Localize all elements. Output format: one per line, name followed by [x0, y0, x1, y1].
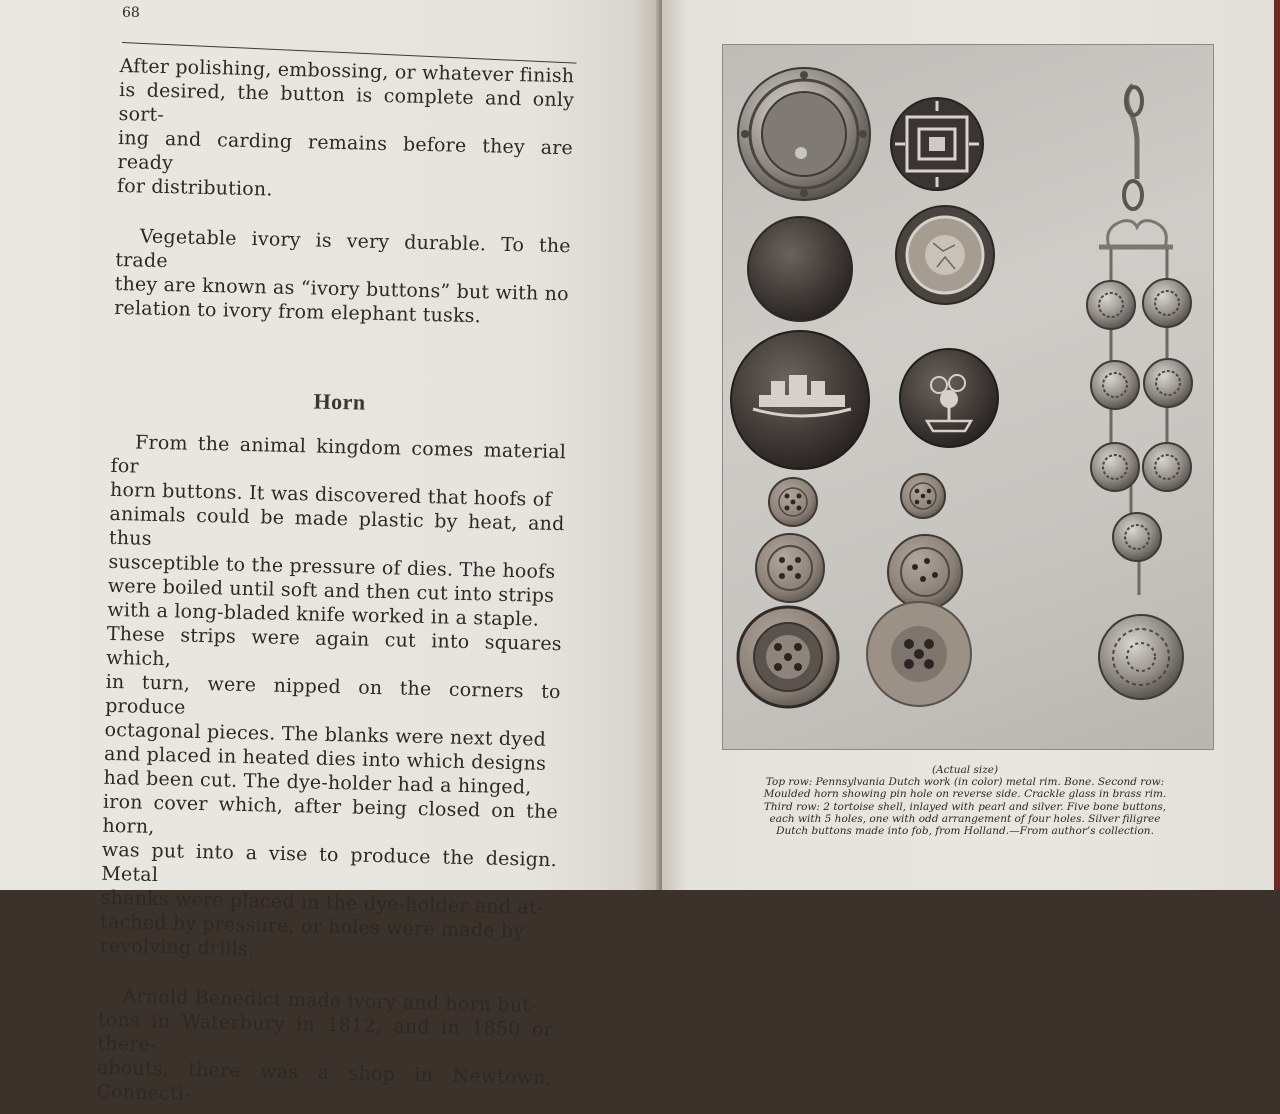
- bone-fret-pattern-button: [891, 98, 983, 190]
- paragraph-finishing: [117, 54, 575, 208]
- bone-button-large-right: [867, 602, 971, 706]
- photo-caption: [716, 764, 1214, 837]
- moulded-horn-button: [748, 217, 852, 321]
- text-line: tons in Waterbury in 1812, and in 1850 or there-: [97, 1008, 554, 1057]
- bone-button-medium-left: [756, 534, 824, 602]
- text-line: After polishing, embossing, or whatever finish: [119, 54, 575, 88]
- text-line: and placed in heated dies into which designs: [103, 742, 547, 775]
- page-number: 68: [122, 5, 140, 21]
- text-line: octagonal pieces. The blanks were next dyed: [104, 718, 547, 751]
- text-line: with a long-bladed knife worked in a staple.: [107, 598, 540, 631]
- caption-line: Top row: Pennsylvania Dutch work (in color) metal rim. Bone. Second row:: [765, 776, 1165, 789]
- pennsylvania-dutch-metal-rim-button: [738, 68, 870, 200]
- button-collection-illustration: [723, 45, 1213, 749]
- paragraph-arnold-benedict: [96, 984, 554, 1114]
- caption-line: Dutch buttons made into fob, from Holland.—From author’s collection.: [776, 825, 1154, 838]
- text-line: for distribution.: [116, 174, 273, 201]
- section-heading: Horn: [313, 388, 367, 415]
- text-line: From the animal kingdom comes material for: [110, 431, 567, 478]
- paragraph-horn: [99, 430, 566, 968]
- text-line: Vegetable ivory is very durable. To the trade: [115, 225, 572, 273]
- silver-filigree-dutch-fob: [1087, 85, 1192, 699]
- text-line: Arnold Benedict made ivory and horn but-: [122, 985, 537, 1017]
- left-page-text: [96, 54, 575, 1114]
- text-line: abouts, there was a shop in Newtown, Connecti-: [96, 1056, 553, 1105]
- text-line: was put into a vise to produce the design. Metal: [101, 838, 558, 887]
- text-line: iron cover which, after being closed on the horn,: [102, 790, 559, 838]
- caption-line: Moulded horn showing pin hole on reverse side. Crackle glass in brass rim.: [763, 788, 1167, 801]
- caption-line: Third row: 2 tortoise shell, inlayed with pearl and silver. Five bone buttons,: [763, 800, 1167, 813]
- text-line: in turn, were nipped on the corners to produce: [104, 670, 561, 719]
- text-line: revolving drills.: [99, 934, 255, 961]
- bone-button-small-left: [769, 478, 817, 526]
- bone-button-large-left: [738, 607, 838, 707]
- text-line: had been cut. The dye-holder had a hinged,: [103, 766, 532, 799]
- text-line: is desired, the button is complete and only sort-: [118, 78, 575, 127]
- text-line: tached by pressure, or holes were made by: [100, 910, 525, 943]
- text-line: they are known as “ivory buttons” but with no: [114, 272, 570, 306]
- text-line: shanks were placed in the dye-holder and at-: [100, 886, 544, 919]
- text-line: ing and carding remains before they are ready: [117, 126, 574, 175]
- crackle-glass-brass-rim-button: [896, 206, 994, 304]
- button-photograph: [722, 44, 1214, 750]
- text-line: were boiled until soft and then cut into strips: [107, 574, 555, 607]
- bone-button-small-right: [901, 474, 945, 518]
- text-line: relation to ivory from elephant tusks.: [113, 296, 482, 328]
- caption-title: (Actual size): [931, 764, 999, 776]
- text-line: animals could be made plastic by heat, and thus: [108, 502, 565, 550]
- tortoise-shell-flower-inlay-button: [900, 349, 998, 447]
- text-line: susceptible to the pressure of dies. The hoofs: [108, 550, 556, 584]
- book-cover-edge: [1274, 0, 1280, 890]
- paragraph-vegetable-ivory: [114, 224, 571, 330]
- caption-line: each with 5 holes, one with odd arrangement of four holes. Silver filigree: [769, 812, 1161, 825]
- bone-button-medium-right-odd-holes: [888, 535, 962, 609]
- text-line: horn buttons. It was discovered that hoofs of: [109, 478, 552, 511]
- text-line: These strips were again cut into squares which,: [106, 622, 562, 671]
- tortoise-shell-castle-inlay-button: [731, 331, 869, 469]
